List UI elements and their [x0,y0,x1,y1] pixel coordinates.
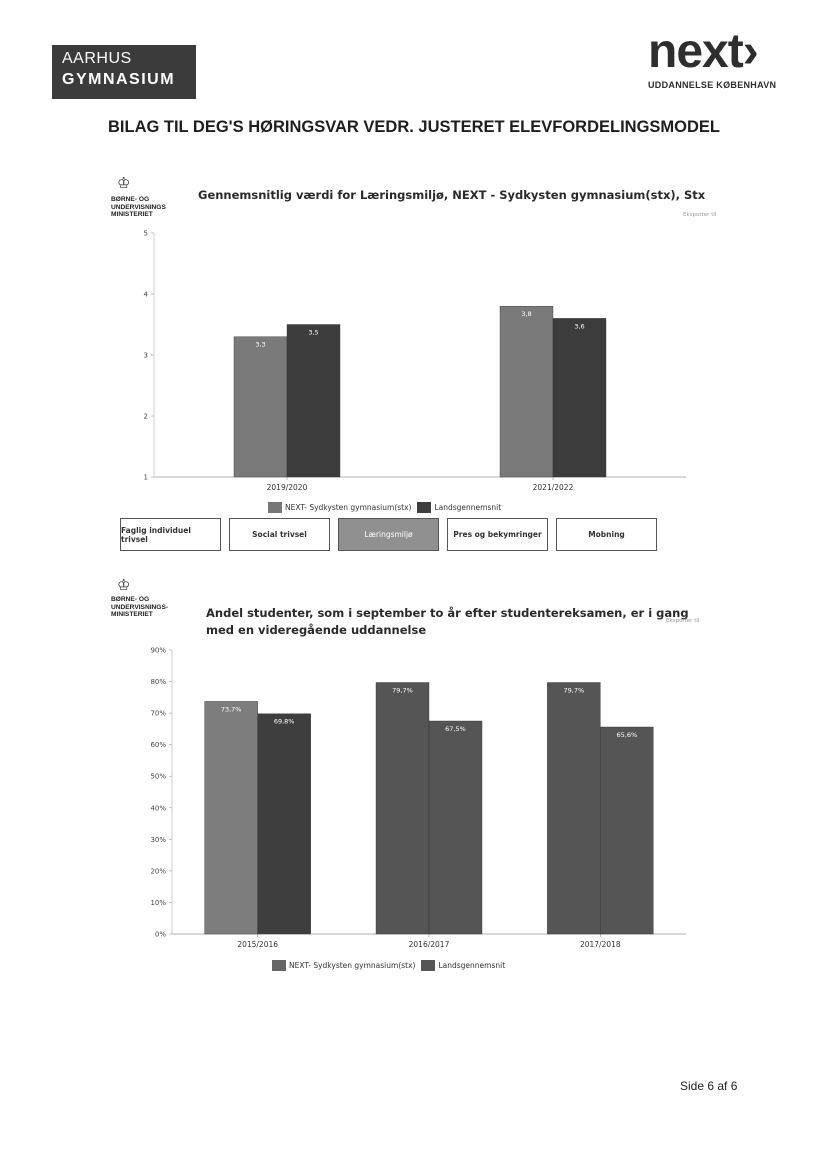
legend-swatch-next [272,960,286,971]
bar-national-2019-2020 [287,325,340,478]
legend-label-next: NEXT- Sydkysten gymnasium(stx) [285,503,412,512]
legend-swatch-national [421,960,435,971]
x-category-label: 2019/2020 [266,483,308,492]
legend-label-national: Landsgennemsnit [434,503,502,512]
chart2-title-line2: med en videregående uddannelse [206,623,427,637]
y-tick-label: 80% [150,678,166,687]
bar-data-label: 79,7% [563,686,585,695]
ministry-line3: MINISTERIET [111,211,153,218]
bar-next-2017-2018 [547,683,600,934]
chart1-legend [268,502,501,513]
bar-national-2021-2022 [553,318,606,477]
y-tick-label: 4 [143,290,148,299]
ministry-logo-text-1 [111,196,166,219]
bar-data-label: 69,8% [273,717,295,726]
y-tick-label: 0% [154,930,166,939]
bar-next-2015-2016 [205,701,258,934]
bar-data-label: 3,3 [255,340,266,349]
y-tick-label: 60% [150,741,166,750]
y-tick-label: 90% [150,646,166,655]
chart1-export-link[interactable]: Eksporter til [683,212,717,218]
bar-next-2016-2017 [376,683,429,934]
bar-next-2019-2020 [234,337,287,477]
aarhus-logo-line2: GYMNASIUM [62,71,176,88]
y-tick-label: 5 [143,229,148,238]
bar-data-label: 3,5 [308,328,319,337]
bar-data-label: 3,8 [521,310,532,319]
chart2-plot [130,640,700,952]
y-tick-label: 20% [150,867,166,876]
y-tick-label: 3 [143,351,148,360]
x-category-label: 2015/2016 [237,940,279,949]
tab-faglig-individuel-trivsel[interactable]: Faglig individuel trivsel [120,518,221,551]
theme-tabs [120,518,657,551]
legend-swatch-next [268,502,282,513]
bar-data-label: 3,6 [574,322,585,331]
x-category-label: 2017/2018 [579,940,621,949]
aarhus-logo-line1: AARHUS [62,50,132,67]
y-tick-label: 50% [150,772,166,781]
y-tick-label: 70% [150,709,166,718]
crown-icon: ♔ [117,576,131,594]
y-tick-label: 30% [150,835,166,844]
legend-label-national: Landsgennemsnit [438,961,506,970]
document-title: BILAG TIL DEG'S HØRINGSVAR VEDR. JUSTERET ELEVFORDELINGSMODEL [107,118,721,136]
legend-swatch-national [417,502,431,513]
chart2-export-link[interactable]: Eksporter til [666,618,700,624]
tab-social-trivsel[interactable]: Social trivsel [229,518,330,551]
x-category-label: 2016/2017 [408,940,450,949]
bar-national-2015-2016 [258,714,311,934]
x-category-label: 2021/2022 [532,483,574,492]
ministry-line1: BØRNE- OG [111,196,150,203]
bar-next-2021-2022 [500,306,553,477]
tab-pres-og-bekymringer[interactable]: Pres og bekymringer [447,518,548,551]
ministry-line1: BØRNE- OG [111,596,150,603]
next-logo-arrow: › [742,25,758,78]
page-number: Side 6 af 6 [680,1079,738,1093]
y-tick-label: 1 [143,473,148,482]
bar-data-label: 67,5% [445,725,466,733]
bar-national-2017-2018 [600,727,653,934]
crown-icon: ♔ [117,174,131,192]
y-tick-label: 2 [143,412,148,421]
ministry-line2: UNDERVISNINGS [111,203,166,211]
y-tick-label: 10% [150,898,166,907]
next-logo-subtitle: UDDANNELSE KØBENHAVN [648,80,777,90]
chart2-legend [272,960,505,971]
ministry-line3: MINISTERIET [111,611,153,618]
tab-laeringsmiljo[interactable]: Læringsmiljø [338,518,439,551]
chart2-title-line1: Andel studenter, som i september to år efter studentereksamen, er i gang [206,606,689,620]
chart1-title: Gennemsnitlig værdi for Læringsmiljø, NEXT - Sydkysten gymnasium(stx), Stx [198,188,706,202]
legend-label-next: NEXT- Sydkysten gymnasium(stx) [289,961,416,970]
tab-mobning[interactable]: Mobning [556,518,657,551]
ministry-line2: UNDERVISNINGS- [111,603,169,611]
y-tick-label: 40% [150,804,166,813]
bar-national-2016-2017 [429,721,482,934]
next-logo [648,25,758,78]
next-logo-text: next [648,25,743,78]
ministry-logo-text-2 [111,596,168,619]
bar-data-label: 79,7% [392,686,413,695]
chart2-title [206,605,689,639]
bar-data-label: 73,7% [220,705,242,714]
bar-data-label: 65,6% [616,730,638,739]
aarhus-gymnasium-logo [52,45,196,99]
chart1-plot [130,222,700,494]
